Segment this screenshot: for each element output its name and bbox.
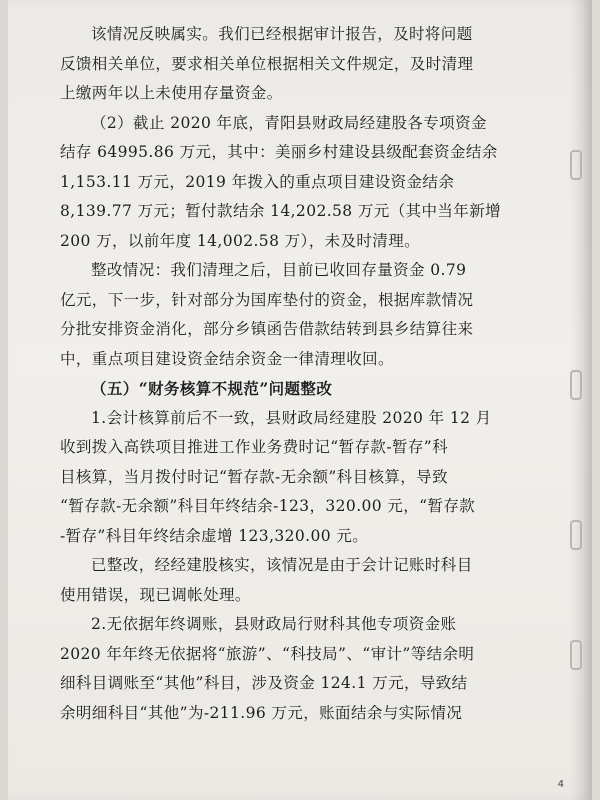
text-line: 2.无依据年终调账，县财政局行财科其他专项资金账	[91, 615, 457, 633]
text-line: 该情况反映属实。我们已经根据审计报告，及时将问题	[91, 25, 473, 43]
text-line: 目核算，当月拨付时记“暂存款-无余额”科目核算，导致	[60, 467, 448, 486]
text-line: 中，重点项目建设资金结余资金一律清理收回。	[60, 349, 394, 368]
text-line: 结存 64995.86 万元，其中：美丽乡村建设县级配套资金结余	[60, 143, 498, 161]
text-line: 反馈相关单位，要求相关单位根据相关文件规定，及时清理	[60, 54, 474, 73]
section-heading: （五）“财务核算不规范”问题整改	[91, 379, 333, 398]
document-page	[8, 0, 592, 800]
binding-hole	[570, 640, 582, 670]
text-line: 上缴两年以上未使用存量资金。	[60, 84, 283, 102]
text-line: 分批安排资金消化，部分乡镇函告借款结转到县乡结算往来	[60, 320, 474, 338]
text-line: 1.会计核算前后不一致，县财政局经建股 2020 年 12 月	[91, 408, 492, 427]
binding-hole	[570, 370, 582, 400]
text-line: 使用错误，现已调帐处理。	[60, 585, 251, 604]
text-line: 亿元，下一步，针对部分为国库垫付的资金，根据库款情况	[60, 290, 474, 309]
text-line: 8,139.77 万元；暂付款结余 14,202.58 万元（其中当年新增	[60, 202, 501, 220]
binding-edge-shadow	[570, 0, 592, 800]
page-number: 4	[557, 779, 564, 790]
text-line: 已整改，经经建股核实，该情况是由于会计记账时科目	[91, 556, 473, 574]
text-line: 整改情况：我们清理之后，目前已收回存量资金 0.79	[91, 261, 467, 279]
document-body	[60, 20, 560, 728]
text-line: “暂存款-无余额”科目年终结余-123，320.00 元，“暂存款	[60, 497, 476, 515]
text-line: 200 万，以前年度 14,002.58 万），未及时清理。	[60, 231, 421, 250]
text-line: 2020 年年终无依据将“旅游”、“科技局”、“审计”等结余明	[60, 644, 475, 663]
text-line: 细科目调账至“其他”科目，涉及资金 124.1 万元，导致结	[60, 674, 468, 692]
text-line: 余明细科目“其他”为-211.96 万元，账面结余与实际情况	[60, 703, 463, 722]
text-line: 收到拨入高铁项目推进工作业务费时记“暂存款-暂存”科	[60, 438, 448, 456]
binding-hole	[570, 520, 582, 550]
text-line: -暂存”科目年终结余虚增 123,320.00 元。	[60, 526, 369, 545]
binding-hole	[570, 150, 582, 180]
text-line: 1,153.11 万元，2019 年拨入的重点项目建设资金结余	[60, 172, 455, 191]
text-line: （2）截止 2020 年底，青阳县财政局经建股各专项资金	[91, 113, 487, 132]
